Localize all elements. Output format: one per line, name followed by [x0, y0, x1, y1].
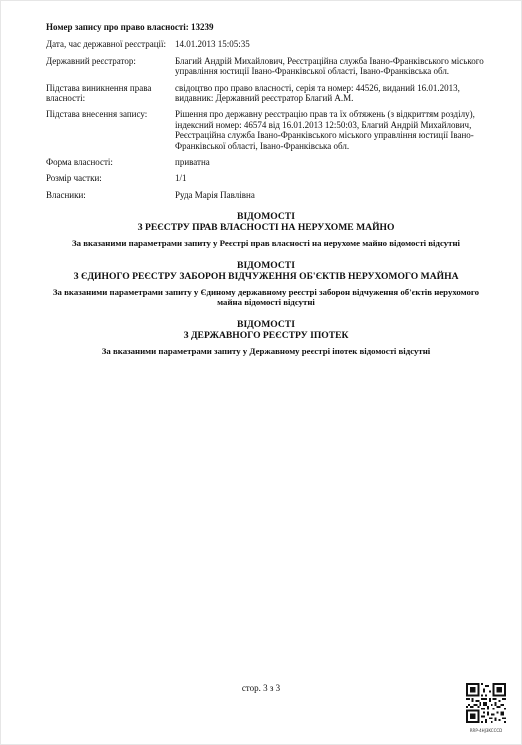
record-title: Номер запису про право власності: 13239	[46, 22, 214, 32]
field-label: Підстава виникнення права власності:	[46, 82, 152, 104]
section-heading: ВІДОМОСТІ	[237, 319, 295, 331]
section-heading: ВІДОМОСТІ	[237, 260, 295, 272]
field-row-ownership-basis	[46, 83, 486, 104]
section-message: За вказаними параметрами запиту у Єдиному державному реєстрі заборон відчуження об'єктів нерухомого майна відомості відсутні	[52, 287, 480, 308]
section-mortgage-registry	[46, 320, 486, 357]
qr-code-icon	[466, 683, 506, 723]
section-property-rights-registry	[46, 212, 486, 249]
section-message: За вказаними параметрами запиту у Реєстрі прав власності на нерухоме майно відомості відсутні	[72, 238, 460, 249]
field-row-entry-basis	[46, 109, 486, 151]
section-subheading: З РЕЄСТРУ ПРАВ ВЛАСНОСТІ НА НЕРУХОМЕ МАЙНО	[137, 221, 395, 233]
field-label: Підстава внесення запису:	[46, 109, 148, 120]
document-content	[46, 22, 486, 357]
field-value: Рішення про державну реєстрацію прав та їх обтяжень (з відкриттям розділу), індексний номер: 46574 від 16.01.2013 12:50:03, Благий Андрій Михайлович, Реєстраційна служба Івано-Франківського міського управління юстиції Івано-Франківської області, Івано-Франківська обл.	[175, 109, 475, 151]
field-value: приватна	[175, 157, 210, 168]
field-label: Розмір частки:	[46, 173, 102, 184]
qr-caption: RRP-4HJ3KCCCD	[469, 728, 503, 733]
field-row-share-size	[46, 173, 486, 183]
field-value: Благий Андрій Михайлович, Реєстраційна служба Івано-Франківського міського управління юстиції Івано-Франківської області, Івано-Франківська обл.	[175, 55, 484, 77]
field-row-owners	[46, 190, 486, 200]
page-number: стор. 3 з 3	[241, 683, 281, 693]
field-value: 14.01.2013 15:05:35	[175, 39, 250, 50]
field-value: Руда Марія Павлівна	[175, 189, 255, 200]
section-message: За вказаними параметрами запиту у Державному реєстрі іпотек відомості відсутні	[101, 346, 431, 357]
field-label: Форма власності:	[46, 157, 113, 168]
field-value: 1/1	[175, 173, 187, 184]
field-label: Дата, час державної реєстрації:	[46, 39, 167, 50]
field-value: свідоцтво про право власності, серія та номер: 44526, виданий 16.01.2013, видавник: Державний реєстратор Благий А.М.	[175, 82, 460, 104]
field-label: Державний реєстратор:	[46, 55, 136, 66]
field-row-ownership-form	[46, 157, 486, 167]
section-alienation-ban-registry	[46, 261, 486, 308]
field-label: Власники:	[46, 189, 86, 200]
field-row-registration-date	[46, 39, 486, 49]
section-subheading: З ДЕРЖАВНОГО РЕЄСТРУ ІПОТЕК	[183, 329, 349, 341]
field-row-registrar	[46, 56, 486, 77]
section-subheading: З ЄДИНОГО РЕЄСТРУ ЗАБОРОН ВІДЧУЖЕННЯ ОБ'ЄКТІВ НЕРУХОМОГО МАЙНА	[73, 270, 459, 282]
section-heading: ВІДОМОСТІ	[237, 211, 295, 223]
